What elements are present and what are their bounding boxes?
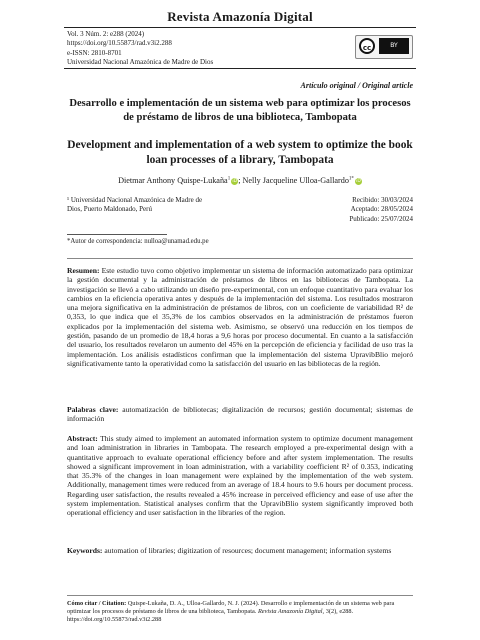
title-spanish: Desarrollo e implementación de un sistema web para optimizar los procesos de préstamo de libros de una biblioteca, Tambopata xyxy=(69,98,411,123)
by-icon: BY xyxy=(379,38,409,54)
author-separator: ; xyxy=(238,176,241,185)
orcid-icon[interactable]: iD xyxy=(356,179,361,184)
palabras-clave-paragraph xyxy=(67,405,413,424)
keywords-paragraph xyxy=(67,546,413,555)
correspondence-email[interactable]: nulloa@unamad.edu.pe xyxy=(144,238,209,245)
citation-text-tail[interactable]: , 3(2), e288. https://doi.org/10.55873/rad.v3i2.288 xyxy=(67,608,354,623)
accepted-date: Aceptado: 28/05/2024 xyxy=(350,205,413,214)
orcid-icon[interactable]: iD xyxy=(232,179,238,184)
affiliation xyxy=(67,196,267,215)
citation-block xyxy=(67,600,413,624)
resumen-paragraph xyxy=(67,266,413,368)
author-affil-mark: 1 xyxy=(227,176,231,182)
keywords-text: automation of libraries; digitization of resources; document management; information systems xyxy=(104,546,392,555)
cc-icon: cc xyxy=(359,38,375,54)
citation-label: Cómo citar / Citation: xyxy=(67,600,127,607)
abstract-paragraph xyxy=(67,434,413,518)
author-list xyxy=(0,176,480,185)
journal-title: Revista Amazonía Digital xyxy=(167,9,313,24)
abstract-label: Abstract: xyxy=(67,434,98,443)
title-english: Development and implementation of a web system to optimize the book loan processes of a library, Tambopata xyxy=(67,139,413,166)
journal-meta xyxy=(67,30,213,68)
palabras-clave-label: Palabras clave: xyxy=(67,405,119,414)
author-name: Nelly Jacqueline Ulloa-Gallardo xyxy=(242,176,349,185)
article-type-label: Artículo original / Original article xyxy=(300,81,413,90)
affiliation-divider xyxy=(67,234,167,235)
received-date: Recibido: 30/03/2024 xyxy=(352,196,413,204)
citation-text: Quispe-Lukaña, D. A., Ulloa-Gallardo, N. J. (2024). Desarrollo e implementación de un sistema web para optimizar los procesos de préstamo de libros de una biblioteca, Tambopata. xyxy=(67,600,395,615)
author-name: Dietmar Anthony Quispe-Lukaña xyxy=(118,176,228,185)
header-bottom-rule xyxy=(64,68,416,69)
abstract-text: This study aimed to implement an automated information system to optimize document management and loan administration in libraries in Tambopata. The research employed a pre-experimental design with a quantitative approach to evaluate operational efficiency before and after system implementation. The results showed a significant improvement in loan administration, with a variability coefficient R² of 0.353, indicating that 35.3% of the changes in loan management were explained by the implementation of the web system. Additionally, management times were reduced from an average of 18.4 hours to 9.6 hours per document process. Regarding user satisfaction, the results revealed a 45% increase in perceived efficiency and ease of use after the system implementation. Statistical analyses confirm that the UpravibBlio system significantly improved both operational efficiency and user satisfaction in the libraries of the region. xyxy=(67,434,414,518)
author-affil-mark: 1* xyxy=(348,176,354,182)
published-date: Publicado: 25/07/2024 xyxy=(349,214,413,223)
header-top-rule xyxy=(64,27,416,28)
eissn: e-ISSN: 2810-8701 xyxy=(67,48,122,57)
university-name: Universidad Nacional Amazónica de Madre de Dios xyxy=(67,58,214,67)
citation-divider xyxy=(67,595,413,596)
affiliation-line: ¹ Universidad Nacional Amazónica de Madre de xyxy=(67,196,203,204)
doi-link[interactable]: https://doi.org/10.55873/rad.v3i2.288 xyxy=(67,39,172,48)
correspondence-label: *Autor de correspondencia: xyxy=(67,238,143,245)
palabras-clave-text: automatización de bibliotecas; digitalización de recursos; gestión documental; sistemas de información xyxy=(67,405,413,424)
affiliation-line: Dios, Puerto Maldonado, Perú xyxy=(67,205,152,214)
volume-info: Vol. 3 Núm. 2: e288 (2024) xyxy=(67,30,145,38)
correspondence xyxy=(67,238,209,245)
resumen-text: Este estudio tuvo como objetivo implementar un sistema de información automatizado para optimizar la gestión documental y la administración de préstamos de libros en las bibliotecas de Tambopata. La investigación se llevó a cabo utilizando un diseño pre-experimental, con un enfoque cuantitativo para evaluar los cambios en la eficiencia operativa antes y después de la implementación del sistema. Los resultados mostraron una mejora significativa en la administración de préstamos de libros, con un coeficiente de variabilidad R² de 0,353, lo que indica que el 35,3% de los cambios observados en la administración de préstamos fueron explicados por la implementación del sistema web. Asimismo, se observó una reducción en los tiempos de gestión, pasando de un promedio de 18,4 horas a 9,6 horas por proceso documental. En cuanto a la satisfacción del usuario, los resultados revelaron un aumento del 45% en la percepción de eficiencia y facilidad de uso tras la implementación. Los análisis estadísticos confirman que la implementación del sistema UpravibBlio mejoró significativamente tanto la operatividad como la satisfacción del usuario en las bibliotecas de la región. xyxy=(67,266,413,368)
keywords-label: Keywords: xyxy=(67,546,103,555)
section-divider xyxy=(67,258,413,259)
article-dates xyxy=(349,196,413,224)
resumen-label: Resumen: xyxy=(67,266,100,275)
cc-by-license-badge[interactable] xyxy=(355,35,413,59)
citation-journal: Revista Amazonía Digital xyxy=(257,608,323,615)
